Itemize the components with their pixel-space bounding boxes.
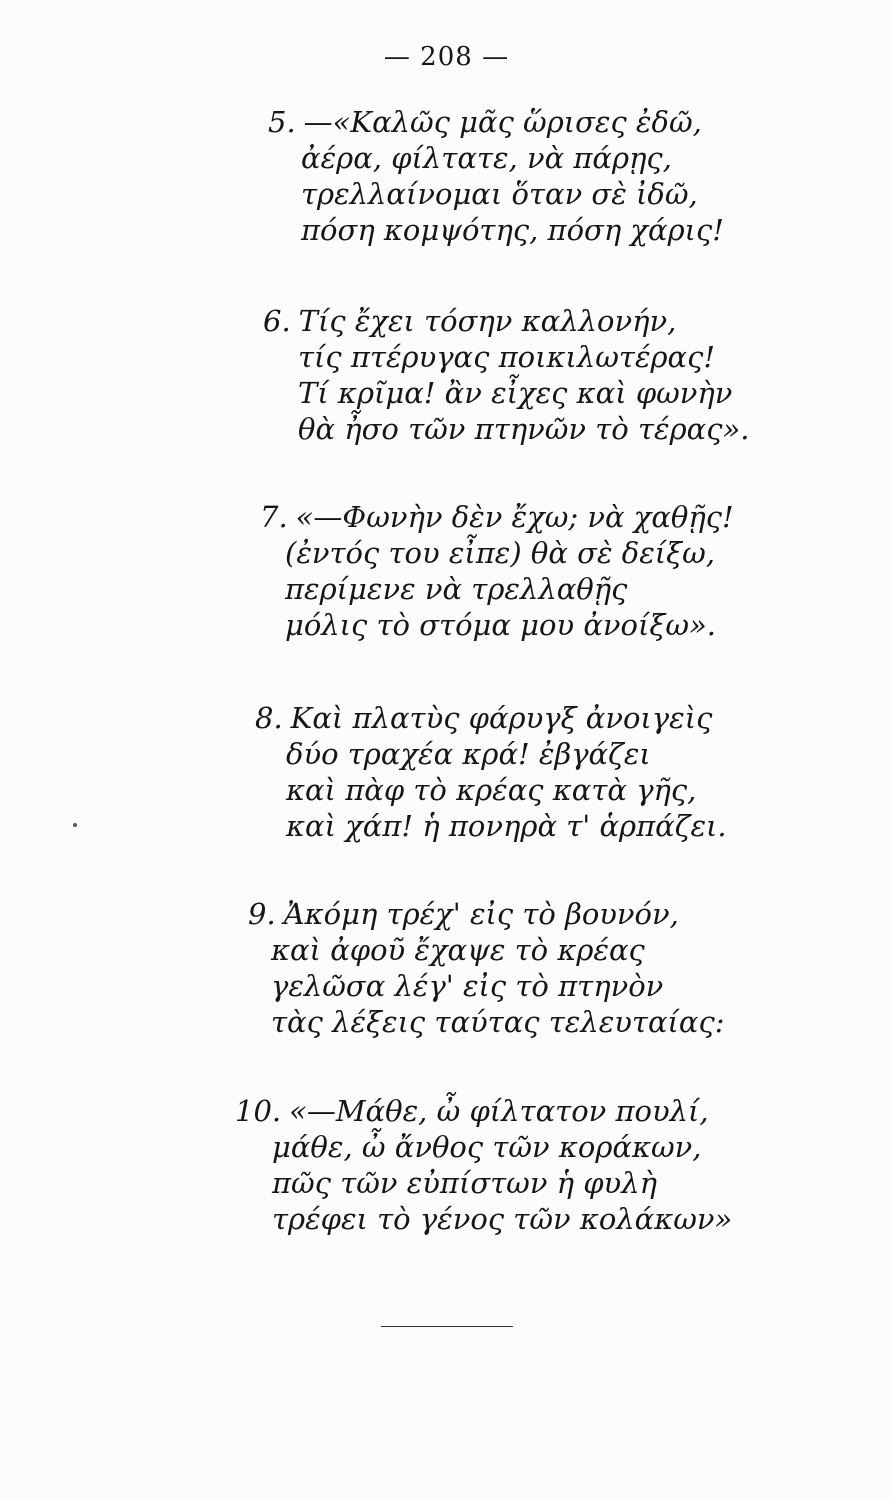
stanza-6 [263,303,823,447]
page-number: — 208 — [383,42,510,72]
verse-text: «—Μάθε, ὦ φίλτατον πουλί, [289,1094,709,1128]
stanza-line [248,896,808,932]
paper-speck [73,823,77,827]
stanza-line: καὶ χάπ! ἡ πονηρὰ τ' ἁρπάζει. [286,809,727,843]
verse-text: —«Καλῶς μᾶς ὥρισες ἐδῶ, [303,105,702,139]
stanza-line: ἀέρα, φίλτατε, νὰ πάρῃς, [301,141,672,175]
stanza-line [260,499,820,535]
stanza-line: (ἐντός του εἶπε) θὰ σὲ δείξω, [285,536,715,570]
stanza-number: 6. [263,304,291,338]
stanza-7 [260,499,820,643]
end-rule [381,1326,513,1327]
stanza-8 [255,700,815,844]
stanza-line: Τί κρῖμα! ἂν εἶχες καὶ φωνὴν [298,376,733,410]
stanza-line: θὰ ἦσο τῶν πτηνῶν τὸ τέρας». [298,412,750,446]
verse-text: «—Φωνὴν δὲν ἔχω; νὰ χαθῇς! [295,500,734,534]
stanza-line: μόλις τὸ στόμα μου ἀνοίξω». [285,608,716,642]
stanza-line: γελῶσα λέγ' εἰς τὸ πτηνὸν [271,969,664,1003]
stanza-number: 9. [248,897,276,931]
stanza-line: τρέφει τὸ γένος τῶν κολάκων» [272,1202,733,1236]
stanza-line: καὶ πὰφ τὸ κρέας κατὰ γῆς, [286,773,697,807]
stanza-line: περίμενε νὰ τρελλαθῇς [285,572,628,606]
stanza-line [235,1093,795,1129]
stanza-line: τὰς λέξεις ταύτας τελευταίας: [271,1005,725,1039]
stanza-number: 7. [260,500,288,534]
stanza-line: μάθε, ὦ ἄνθος τῶν κοράκων, [272,1130,702,1164]
verse-text: Καὶ πλατὺς φάρυγξ ἀνοιγεὶς [290,701,713,735]
stanza-line: πῶς τῶν εὐπίστων ἡ φυλὴ [272,1166,657,1200]
stanza-line: τίς πτέρυγας ποικιλωτέρας! [298,340,716,374]
verse-text: Ἀκόμη τρέχ' εἰς τὸ βουνόν, [283,897,679,931]
stanza-number: 10. [235,1094,282,1128]
stanza-number: 5. [268,105,296,139]
stanza-5 [268,104,828,248]
stanza-line [268,104,828,140]
stanza-number: 8. [255,701,283,735]
stanza-line [255,700,815,736]
stanza-9 [248,896,808,1040]
stanza-line: τρελλαίνομαι ὅταν σὲ ἰδῶ, [301,177,698,211]
stanza-line [263,303,823,339]
stanza-10 [235,1093,795,1237]
stanza-line: δύο τραχέα κρά! ἐβγάζει [286,737,651,771]
stanza-line: καὶ ἀφοῦ ἔχαψε τὸ κρέας [271,933,645,967]
verse-text: Τίς ἔχει τόσην καλλονήν, [298,304,677,338]
stanza-line: πόση κομψότης, πόση χάρις! [301,213,724,247]
